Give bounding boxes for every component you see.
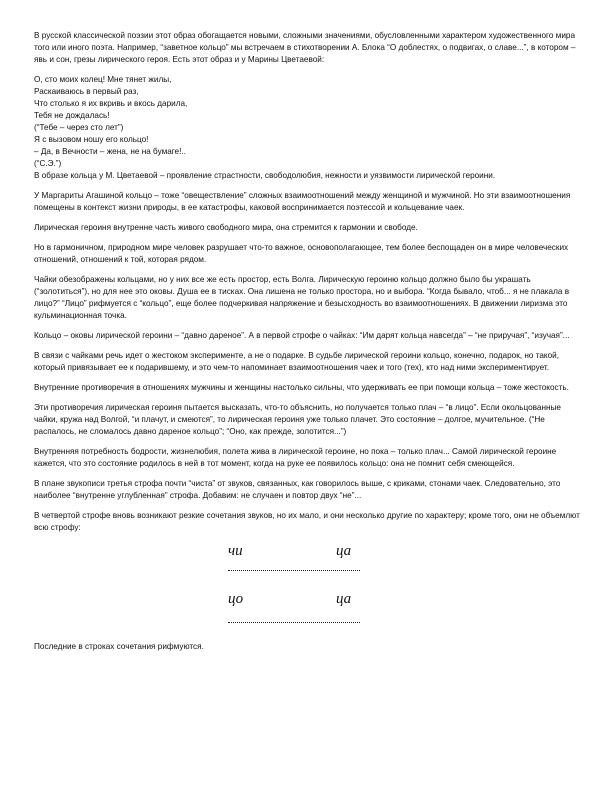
paragraph: Эти противоречия лирическая героиня пытается высказать, что-то объяснить, но получается только плач – “в лицо”. Если окольцованные чайки, кружа над Волгой, “и плачут, и смеются”, то лирическая героиня уже только плачет. Это состояние – долгое, мучительное. (“Не распалось, не сломалось давно дареное кольцо”; “Оно, как прежде, золотится...”) xyxy=(34,403,561,436)
poem-line: Раскаиваюсь в первый раз, xyxy=(34,87,139,96)
paragraph: У Маргариты Агашиной кольцо – тоже “овеществление” сложных взаимоотношений между женщиной и мужчиной. Но эти взаимоотношения помещены в контекст жизни природы, в ее катастрофы, каковой воспринимается поэтессой и кольцевание чаек. xyxy=(34,191,571,212)
paragraph: В плане звукописи третья строфа почти “чиста” от звуков, связанных, как говорилось выше, с криками, стонами чаек. Следовательно, это наиболее “внутренне углубленная” строфа. Добавим: не случаен и повтор двух “не”... xyxy=(34,479,561,500)
scheme-syllable: цо xyxy=(228,591,244,607)
paragraph: Внутренние противоречия в отношениях мужчины и женщины настолько сильны, что удерживать ее при помощи кольца – тоже жестокость. xyxy=(34,383,569,392)
paragraph: В связи с чайками речь идет о жестоком эксперименте, а не о подарке. В судьбе лирической героини кольцо, конечно, подарок, но такой, который привязывает ее к подарившему, и это чем-то напоминает взаимоотношения чаек и того (тех), кто над ними экспериментирует. xyxy=(34,351,559,372)
poem-source: (“Тебе – через сто лет”) xyxy=(34,123,124,132)
scheme-syllable: ца xyxy=(336,543,352,559)
paragraph: Кольцо – оковы лирической героини – “давно дареное”. А в первой строфе о чайках: “Им дарят кольца навсегда” – “не приручая”, “изучая”... xyxy=(34,331,570,340)
poem-line: – Да, в Вечности – жена, не на бумаге!.. xyxy=(34,147,186,156)
paragraph: В образе кольца у М. Цветаевой – проявление страстности, свободолюбия, нежности и уязвимости лирической героини. xyxy=(34,171,496,180)
closing-paragraph: Последние в строках сочетания рифмуются. xyxy=(34,642,204,651)
poem-quote xyxy=(34,74,582,170)
dotted-line xyxy=(228,622,360,623)
scheme-syllable: ца xyxy=(336,591,352,607)
paragraph: Лирическая героиня внутренне часть живого свободного мира, она стремится к гармонии и свободе. xyxy=(34,223,418,232)
sound-scheme xyxy=(34,540,582,635)
poem-line: Что столько я их вкривь и вкось дарила, xyxy=(34,99,188,108)
scheme-syllable: чи xyxy=(228,543,243,559)
poem-line: О, сто моих колец! Мне тянет жилы, xyxy=(34,75,172,84)
poem-line: Я с вызовом ношу его кольцо! xyxy=(34,135,149,144)
document-body xyxy=(34,30,582,661)
poem-line: Тебя не дождалась! xyxy=(34,111,110,120)
paragraph: Но в гармоничном, природном мире человек разрушает что-то важное, основополагающее, тем более беспощаден он в мире человеческих отношений, отношений к той, которая рядом. xyxy=(34,243,569,264)
poem-source: (“С.Э.”) xyxy=(34,159,62,168)
intro-paragraph: В русской классической поэзии этот образ обогащается новыми, сложными значениями, обусловленными характером художественного мира того или иного поэта. Например, “заветное кольцо” мы встречаем в стихотворении А. Блока “О доблестях, о подвигах, о славе...”, в котором – явь и сон, грезы лирического героя. Есть этот образ и у Марины Цветаевой: xyxy=(34,31,576,64)
paragraph: Чайки обезображены кольцами, но у них все же есть простор, есть Волга. Лирическую героиню кольцо должно было бы украшать (“золотиться”), но для нее это оковы. Душа ее в тисках. Она лишена не только простора, но и выбора. “Когда бывало, чтоб... я не плакала в лицо?” “Лицо” рифмуется с “кольцо”, еще более подчеркивая напряжение и безысходность во взаимоотношениях. В движении лиризма это кульминационная точка. xyxy=(34,275,570,320)
dotted-line xyxy=(228,570,360,571)
paragraph: В четвертой строфе вновь возникают резкие сочетания звуков, но их мало, и они несколько другие по характеру; кроме того, они не объемлют всю строфу: xyxy=(34,511,580,532)
paragraph: Внутренняя потребность бодрости, жизнелюбия, полета жива в лирической героине, но пока – только плач... Самой лирической героине кажется, что это состояние родилось в ней в тот момент, когда на руке ее появилось кольцо: она не помнит себя смеющейся. xyxy=(34,447,557,468)
